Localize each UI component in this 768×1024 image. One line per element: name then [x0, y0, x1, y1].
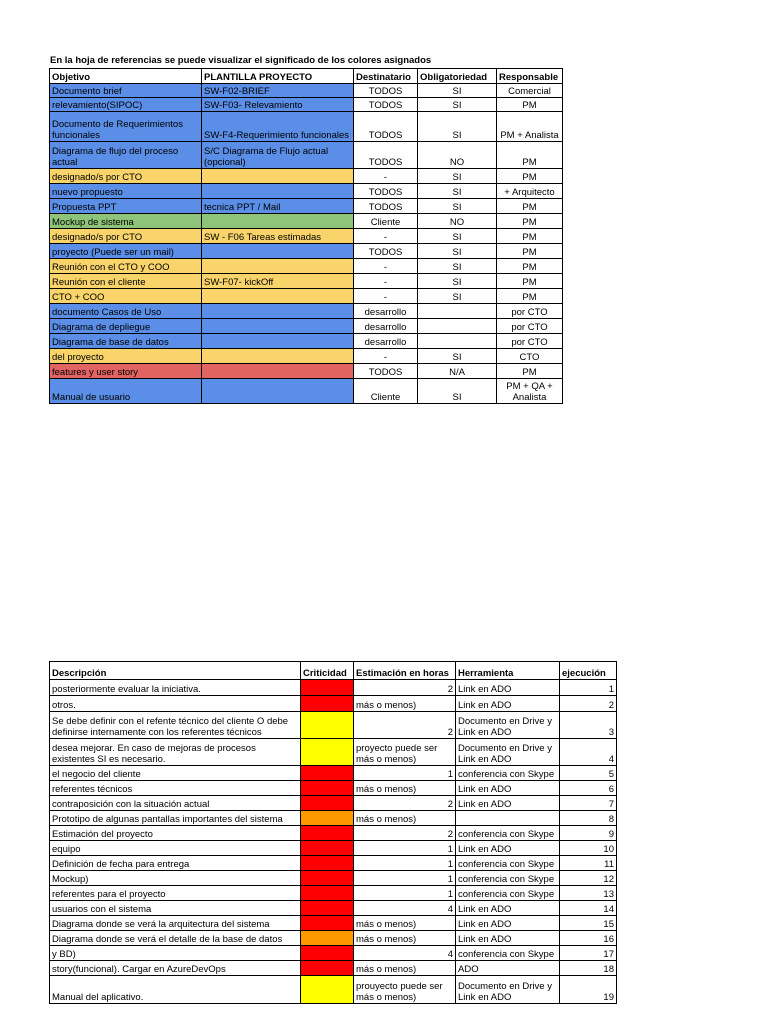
herramienta-cell: Link en ADO	[456, 901, 560, 916]
table-row	[50, 901, 617, 916]
responsable-cell: Comercial	[497, 84, 563, 98]
orden-cell: 4	[560, 739, 617, 766]
plantilla-cell	[202, 259, 354, 274]
criticidad-cell	[301, 961, 354, 976]
descripcion-cell: Definición de fecha para entrega	[50, 856, 301, 871]
obligatoriedad-cell: SI	[418, 379, 497, 404]
orden-cell: 5	[560, 766, 617, 781]
responsable-cell: PM	[497, 259, 563, 274]
table-row	[50, 976, 617, 1004]
table-row	[50, 304, 563, 319]
criticidad-cell	[301, 781, 354, 796]
herramienta-cell: Documento en Drive y Link en ADO	[456, 712, 560, 739]
orden-cell: 18	[560, 961, 617, 976]
objetivo-cell: CTO + COO	[50, 289, 202, 304]
herramienta-cell: conferencia con Skype	[456, 946, 560, 961]
estimacion-text: prouyecto puede ser más o menos)	[356, 981, 443, 1003]
table-row	[50, 696, 617, 712]
criticidad-cell	[301, 856, 354, 871]
table-row	[50, 946, 617, 961]
herramienta-cell: ADO	[456, 961, 560, 976]
documents-table	[49, 68, 563, 404]
descripcion-cell: Manual del aplicativo.	[50, 976, 301, 1004]
responsable-cell: PM	[497, 169, 563, 184]
header-criticidad: Criticidad	[301, 662, 354, 680]
criticidad-cell	[301, 886, 354, 901]
table-row	[50, 796, 617, 811]
plantilla-cell: tecnica PPT / Mail	[202, 199, 354, 214]
objetivo-cell: Reunión con el CTO y COO	[50, 259, 202, 274]
table-row	[50, 916, 617, 931]
plantilla-cell: SW-F02-BRIEF	[202, 84, 354, 98]
responsable-cell: + Arquitecto	[497, 184, 563, 199]
destinatario-cell: desarrollo	[354, 334, 418, 349]
herramienta-cell: conferencia con Skype	[456, 766, 560, 781]
herramienta-cell: Documento en Drive y Link en ADO	[456, 739, 560, 766]
table-row	[50, 379, 563, 404]
estimacion-hours: 2	[447, 828, 453, 840]
orden-cell: 2	[560, 696, 617, 712]
obligatoriedad-cell	[418, 319, 497, 334]
descripcion-cell: el negocio del cliente	[50, 766, 301, 781]
orden-cell: 14	[560, 901, 617, 916]
estimacion-cell	[354, 871, 456, 886]
responsable-cell: PM	[497, 289, 563, 304]
criticidad-cell	[301, 916, 354, 931]
descripcion-cell: story(funcional). Cargar en AzureDevOps	[50, 961, 301, 976]
orden-cell: 10	[560, 841, 617, 856]
plantilla-cell	[202, 289, 354, 304]
obligatoriedad-cell: SI	[418, 112, 497, 142]
plantilla-cell	[202, 319, 354, 334]
table-row	[50, 811, 617, 826]
table-row	[50, 199, 563, 214]
table-row	[50, 169, 563, 184]
destinatario-cell: TODOS	[354, 244, 418, 259]
herramienta-cell: Link en ADO	[456, 696, 560, 712]
table-row	[50, 98, 563, 112]
objetivo-cell: proyecto (Puede ser un mail)	[50, 244, 202, 259]
obligatoriedad-cell: SI	[418, 349, 497, 364]
documents-table-header	[50, 69, 563, 84]
descripcion-cell: Estimación del proyecto	[50, 826, 301, 841]
obligatoriedad-cell	[418, 304, 497, 319]
herramienta-cell: conferencia con Skype	[456, 826, 560, 841]
objetivo-cell: features y user story	[50, 364, 202, 379]
objetivo-cell: Reunión con el cliente	[50, 274, 202, 289]
table-row	[50, 289, 563, 304]
table-row	[50, 319, 563, 334]
descripcion-cell: otros.	[50, 696, 301, 712]
herramienta-cell: Link en ADO	[456, 916, 560, 931]
objetivo-cell: Manual de usuario	[50, 379, 202, 404]
plantilla-cell: SW-F07- kickOff	[202, 274, 354, 289]
descripcion-cell: contraposición con la situación actual	[50, 796, 301, 811]
responsable-cell: PM	[497, 364, 563, 379]
estimacion-cell	[354, 916, 456, 931]
orden-cell: 6	[560, 781, 617, 796]
criticidad-cell	[301, 871, 354, 886]
plantilla-cell	[202, 244, 354, 259]
header-herramienta: Herramienta	[456, 662, 560, 680]
obligatoriedad-cell: SI	[418, 199, 497, 214]
herramienta-cell: conferencia con Skype	[456, 886, 560, 901]
estimacion-cell	[354, 811, 456, 826]
table-row	[50, 84, 563, 98]
herramienta-cell: Link en ADO	[456, 680, 560, 696]
criticidad-cell	[301, 841, 354, 856]
descripcion-cell: Mockup)	[50, 871, 301, 886]
descripcion-cell: Se debe definir con el refente técnico del cliente O debe definirse internamente con los referentes técnicos	[50, 712, 301, 739]
plantilla-cell: SW-F03- Relevamiento	[202, 98, 354, 112]
table-row	[50, 244, 563, 259]
table-row	[50, 680, 617, 696]
objetivo-cell: Documento brief	[50, 84, 202, 98]
plantilla-cell: SW - F06 Tareas estimadas	[202, 229, 354, 244]
herramienta-cell: Documento en Drive y Link en ADO	[456, 976, 560, 1004]
descripcion-cell: usuarios con el sistema	[50, 901, 301, 916]
table-row	[50, 259, 563, 274]
estimacion-cell	[354, 886, 456, 901]
estimacion-text: más o menos)	[356, 963, 417, 975]
table-row	[50, 886, 617, 901]
orden-cell: 8	[560, 811, 617, 826]
table-row	[50, 142, 563, 169]
estimacion-cell	[354, 841, 456, 856]
herramienta-cell: Link en ADO	[456, 931, 560, 946]
estimacion-cell	[354, 712, 456, 739]
estimacion-hours: 1	[447, 768, 453, 780]
obligatoriedad-cell: SI	[418, 289, 497, 304]
obligatoriedad-cell: SI	[418, 184, 497, 199]
color-reference-note: En la hoja de referencias se puede visualizar el significado de los colores asignados	[50, 55, 432, 66]
destinatario-cell: TODOS	[354, 98, 418, 112]
estimacion-text: más o menos)	[356, 918, 417, 930]
destinatario-cell: -	[354, 274, 418, 289]
objetivo-cell: Documento de Requerimientos funcionales	[50, 112, 202, 142]
destinatario-cell: -	[354, 349, 418, 364]
criticidad-cell	[301, 696, 354, 712]
estimacion-cell	[354, 946, 456, 961]
plantilla-cell	[202, 349, 354, 364]
responsable-cell: por CTO	[497, 334, 563, 349]
obligatoriedad-cell: SI	[418, 244, 497, 259]
obligatoriedad-cell: SI	[418, 169, 497, 184]
responsable-cell: PM	[497, 214, 563, 229]
destinatario-cell: Cliente	[354, 214, 418, 229]
estimacion-text: más o menos)	[356, 699, 417, 711]
header-responsable: Responsable	[497, 69, 563, 84]
table-row	[50, 826, 617, 841]
criticidad-cell	[301, 946, 354, 961]
obligatoriedad-cell: NO	[418, 142, 497, 169]
obligatoriedad-cell: SI	[418, 259, 497, 274]
plantilla-cell	[202, 214, 354, 229]
table-row	[50, 781, 617, 796]
estimacion-text: más o menos)	[356, 933, 417, 945]
destinatario-cell: Cliente	[354, 379, 418, 404]
orden-cell: 7	[560, 796, 617, 811]
orden-cell: 11	[560, 856, 617, 871]
obligatoriedad-cell: N/A	[418, 364, 497, 379]
orden-cell: 1	[560, 680, 617, 696]
estimacion-cell	[354, 931, 456, 946]
table-row	[50, 112, 563, 142]
criticidad-cell	[301, 931, 354, 946]
destinatario-cell: TODOS	[354, 142, 418, 169]
objetivo-cell: relevamiento(SIPOC)	[50, 98, 202, 112]
herramienta-cell: conferencia con Skype	[456, 856, 560, 871]
objetivo-cell: Diagrama de flujo del proceso actual	[50, 142, 202, 169]
herramienta-cell	[456, 811, 560, 826]
header-objetivo: Objetivo	[50, 69, 202, 84]
estimacion-cell	[354, 901, 456, 916]
obligatoriedad-cell: SI	[418, 98, 497, 112]
orden-cell: 13	[560, 886, 617, 901]
responsable-cell: por CTO	[497, 304, 563, 319]
table-row	[50, 349, 563, 364]
tasks-table	[49, 661, 617, 1004]
table-row	[50, 229, 563, 244]
header-ejecucion: ejecución	[560, 662, 617, 680]
plantilla-cell	[202, 364, 354, 379]
table-row	[50, 334, 563, 349]
destinatario-cell: TODOS	[354, 84, 418, 98]
estimacion-cell	[354, 826, 456, 841]
estimacion-hours: 4	[447, 903, 453, 915]
responsable-cell: PM	[497, 199, 563, 214]
objetivo-cell: designado/s por CTO	[50, 229, 202, 244]
criticidad-cell	[301, 680, 354, 696]
responsable-cell: PM	[497, 98, 563, 112]
destinatario-cell: -	[354, 169, 418, 184]
estimacion-text: más o menos)	[356, 783, 417, 795]
objetivo-cell: Propuesta PPT	[50, 199, 202, 214]
plantilla-cell: S/C Diagrama de Flujo actual (opcional)	[202, 142, 354, 169]
descripcion-cell: referentes para el proyecto	[50, 886, 301, 901]
plantilla-cell	[202, 169, 354, 184]
responsable-cell: PM	[497, 142, 563, 169]
herramienta-cell: Link en ADO	[456, 781, 560, 796]
destinatario-cell: -	[354, 289, 418, 304]
criticidad-cell	[301, 796, 354, 811]
obligatoriedad-cell	[418, 334, 497, 349]
table-row	[50, 841, 617, 856]
estimacion-hours: 2	[447, 798, 453, 810]
header-estimacion: Estimación en horas	[354, 662, 456, 680]
destinatario-cell: -	[354, 259, 418, 274]
descripcion-cell: equipo	[50, 841, 301, 856]
descripcion-cell: desea mejorar. En caso de mejoras de procesos existentes SI es necesario.	[50, 739, 301, 766]
plantilla-cell	[202, 184, 354, 199]
obligatoriedad-cell: SI	[418, 274, 497, 289]
table-row	[50, 184, 563, 199]
objetivo-cell: Mockup de sistema	[50, 214, 202, 229]
descripcion-cell: Diagrama donde se verá el detalle de la base de datos	[50, 931, 301, 946]
table-row	[50, 739, 617, 766]
header-descripcion: Descripción	[50, 662, 301, 680]
criticidad-cell	[301, 712, 354, 739]
table-row	[50, 214, 563, 229]
destinatario-cell: TODOS	[354, 199, 418, 214]
orden-cell: 12	[560, 871, 617, 886]
table-row	[50, 931, 617, 946]
estimacion-cell	[354, 680, 456, 696]
table-row	[50, 961, 617, 976]
tasks-table-header	[50, 662, 617, 680]
estimacion-cell	[354, 766, 456, 781]
destinatario-cell: TODOS	[354, 364, 418, 379]
orden-cell: 3	[560, 712, 617, 739]
estimacion-hours: 2	[447, 726, 453, 738]
criticidad-cell	[301, 811, 354, 826]
criticidad-cell	[301, 739, 354, 766]
table-row	[50, 364, 563, 379]
descripcion-cell: Prototipo de algunas pantallas importantes del sistema	[50, 811, 301, 826]
obligatoriedad-cell: NO	[418, 214, 497, 229]
header-obligatoriedad: Obligatoriedad	[418, 69, 497, 84]
responsable-cell: por CTO	[497, 319, 563, 334]
descripcion-cell: y BD)	[50, 946, 301, 961]
table-row	[50, 766, 617, 781]
estimacion-cell	[354, 856, 456, 871]
estimacion-cell	[354, 739, 456, 766]
descripcion-cell: referentes técnicos	[50, 781, 301, 796]
estimacion-text: proyecto puede ser más o menos)	[356, 743, 438, 765]
estimacion-hours: 1	[447, 873, 453, 885]
orden-cell: 15	[560, 916, 617, 931]
estimacion-hours: 1	[447, 858, 453, 870]
responsable-cell: PM	[497, 274, 563, 289]
orden-cell: 9	[560, 826, 617, 841]
estimacion-hours: 1	[447, 888, 453, 900]
criticidad-cell	[301, 766, 354, 781]
herramienta-cell: Link en ADO	[456, 841, 560, 856]
destinatario-cell: -	[354, 229, 418, 244]
plantilla-cell	[202, 304, 354, 319]
estimacion-hours: 2	[447, 683, 453, 695]
plantilla-cell: SW-F4-Requerimiento funcionales	[202, 112, 354, 142]
estimacion-cell	[354, 796, 456, 811]
criticidad-cell	[301, 826, 354, 841]
table-row	[50, 856, 617, 871]
destinatario-cell: desarrollo	[354, 304, 418, 319]
criticidad-cell	[301, 976, 354, 1004]
estimacion-cell	[354, 696, 456, 712]
header-plantilla: PLANTILLA PROYECTO	[202, 69, 354, 84]
responsable-cell: PM + Analista	[497, 112, 563, 142]
responsable-cell: PM + QA + Analista	[497, 379, 563, 404]
destinatario-cell: TODOS	[354, 112, 418, 142]
destinatario-cell: TODOS	[354, 184, 418, 199]
estimacion-text: más o menos)	[356, 813, 417, 825]
table-row	[50, 871, 617, 886]
plantilla-cell	[202, 379, 354, 404]
herramienta-cell: conferencia con Skype	[456, 871, 560, 886]
orden-cell: 19	[560, 976, 617, 1004]
orden-cell: 16	[560, 931, 617, 946]
estimacion-cell	[354, 976, 456, 1004]
table-row	[50, 712, 617, 739]
estimacion-hours: 4	[447, 948, 453, 960]
herramienta-cell: Link en ADO	[456, 796, 560, 811]
responsable-cell: PM	[497, 229, 563, 244]
estimacion-cell	[354, 961, 456, 976]
objetivo-cell: del proyecto	[50, 349, 202, 364]
responsable-cell: PM	[497, 244, 563, 259]
plantilla-cell	[202, 334, 354, 349]
criticidad-cell	[301, 901, 354, 916]
objetivo-cell: documento Casos de Uso	[50, 304, 202, 319]
objetivo-cell: nuevo propuesto	[50, 184, 202, 199]
descripcion-cell: posteriormente evaluar la iniciativa.	[50, 680, 301, 696]
estimacion-cell	[354, 781, 456, 796]
orden-cell: 17	[560, 946, 617, 961]
obligatoriedad-cell: SI	[418, 84, 497, 98]
table-row	[50, 274, 563, 289]
responsable-cell: CTO	[497, 349, 563, 364]
objetivo-cell: Diagrama de base de datos	[50, 334, 202, 349]
destinatario-cell: desarrollo	[354, 319, 418, 334]
header-destinatario: Destinatario	[354, 69, 418, 84]
descripcion-cell: Diagrama donde se verá la arquitectura del sistema	[50, 916, 301, 931]
estimacion-hours: 1	[447, 843, 453, 855]
objetivo-cell: Diagrama de depliegue	[50, 319, 202, 334]
objetivo-cell: designado/s por CTO	[50, 169, 202, 184]
obligatoriedad-cell: SI	[418, 229, 497, 244]
